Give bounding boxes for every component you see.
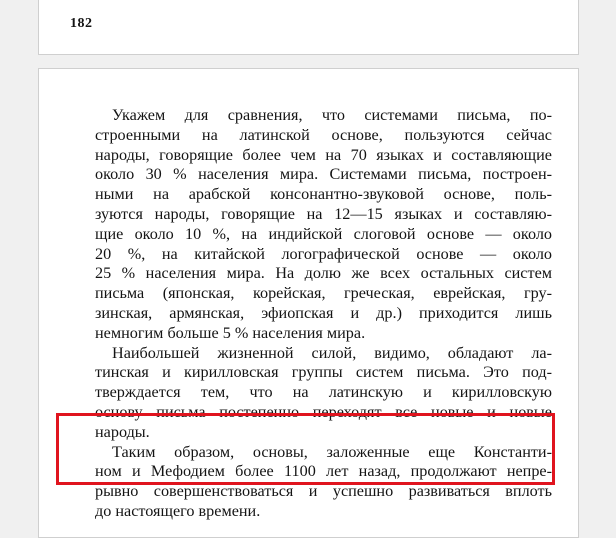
text-line: Наибольшей жизненной силой, видимо, обладают ла- [112, 343, 552, 362]
text-line: 25 % населения мира. На долю же всех остальных систем [95, 264, 552, 283]
text-line: до настоящего времени. [95, 501, 261, 520]
text-line: народы. [95, 422, 150, 441]
current-page [38, 68, 579, 538]
text-line: Укажем для сравнения, что системами письма, по- [112, 106, 552, 124]
text-line: письма (японская, корейская, греческая, еврейская, гру- [95, 284, 552, 303]
text-line: щие около 10 %, на индийской слоговой основе — около [95, 224, 552, 243]
text-line: тверждается тем, что на латинскую и кирилловскую [95, 383, 552, 402]
paragraph-comparison [95, 106, 552, 344]
text-line: 20 %, на китайской логографической основе — около [95, 244, 552, 263]
text-line: народы, говорящие более чем на 70 языках и составляющие [95, 145, 552, 164]
text-line: тинская и кирилловская группы систем письма. Это под- [95, 363, 552, 382]
text-line: около 30 % населения мира. Системами письма, построен- [95, 165, 552, 184]
cropped-text-line [99, 0, 559, 1]
text-line: рывно совершенствоваться и успешно развиваться вплоть [95, 482, 552, 501]
text-line: основу письма постепенно переходят все новые и новые [95, 402, 552, 421]
highlight-box [56, 413, 555, 485]
text-line: Таким образом, основы, заложенные еще Константи- [112, 442, 552, 461]
text-line: строенными на латинской основе, пользуются сейчас [95, 125, 552, 144]
previous-page [38, 0, 579, 55]
text-line: зинская, армянская, эфиопская и др.) приходится лишь [95, 303, 552, 322]
text-line: немногим больше 5 % населения мира. [95, 323, 366, 342]
page-number: 182 [70, 16, 93, 31]
text-line: ном и Мефодием более 1100 лет назад, продолжают непре- [95, 462, 552, 481]
text-line: ными на арабской консонантно-звуковой основе, поль- [95, 185, 552, 204]
text-line: зуются народы, говорящие на 12—15 языках и составляю- [95, 204, 552, 223]
